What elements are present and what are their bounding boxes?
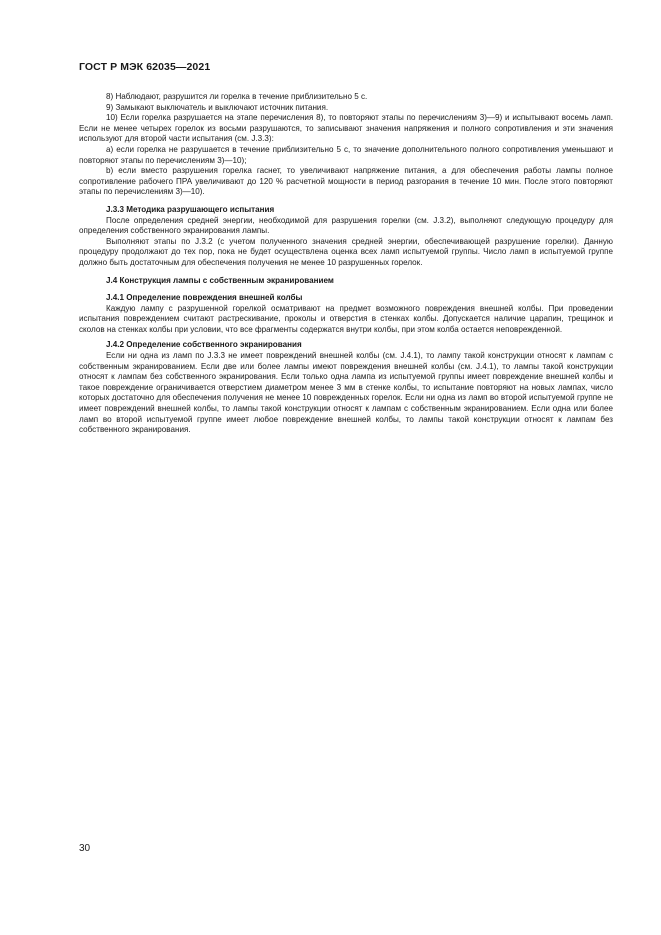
section-heading: J.4.1 Определение повреждения внешней колбы xyxy=(106,293,303,303)
list-item: 8) Наблюдают, разрушится ли горелка в течение приблизительно 5 с. xyxy=(106,92,368,101)
paragraph: Если ни одна из ламп по J.3.3 не имеет повреждений внешней колбы (см. J.4.1), то лампу такой конструкции относят к лампам с собственным экранированием. Если две или более лампы имеют повреждения внешней колбы (см. J.4.1), то лампы такой конструкции относят к лампам без собственного экранирования. Если только одна лампа из испытуемой группы имеет повреждение внешней колбы и такое повреждение ограничивается отверстием диаметром менее 3 мм в стенке колбы, то испытание повторяют на новых лампах, число которых достаточно для обеспечения получения не менее 10 поврежденных горелок. Если ни одна из ламп во второй испытуемой группе не имеет повреждений внешней колбы, то лампы такой конструкции относят к лампам с собственным экранированием. Если одна или более ламп во второй испытуемой группе имеет любое повреждение внешней колбы, то лампы такой конструкции относят к лампам без собственного экранирования. xyxy=(79,351,613,435)
section-heading: J.4.2 Определение собственного экранирования xyxy=(106,340,302,350)
list-item: a) если горелка не разрушается в течение приблизительно 5 с, то значение дополнительного полного сопротивления уменьшают и повторяют этапы по перечислениям 3)—10); xyxy=(79,144,613,165)
section-heading: J.3.3 Методика разрушающего испытания xyxy=(106,204,275,214)
document-header: ГОСТ Р МЭК 62035—2021 xyxy=(79,61,211,73)
list-item: b) если вместо разрушения горелка гаснет, то увеличивают напряжение питания, а для обеспечения работы лампы полное сопротивление рабочего ПРА увеличивают до 120 % расчетной мощности в период разгорания в течение 10 мин. После этого повторяют этапы по перечислениям 3)—10). xyxy=(79,166,613,197)
page-number: 30 xyxy=(79,843,91,854)
document-body xyxy=(79,92,613,436)
paragraph: Выполняют этапы по J.3.2 (с учетом полученного значения средней энергии, обеспечивающей разрушение горелки). Данную процедуру продолжают до тех пор, пока не будет осуществлена оценка всех ламп испытуемой группы. Число ламп в испытуемой группе должно быть достаточным для обеспечения получения не менее 10 разрушенных горелок. xyxy=(79,236,613,267)
paragraph: После определения средней энергии, необходимой для разрушения горелки (см. J.3.2), выполняют следующую процедуру для определения собственного экранирования лампы. xyxy=(79,215,613,236)
paragraph: Каждую лампу с разрушенной горелкой осматривают на предмет возможного повреждения внешней колбы. При проведении испытания повреждением считают растрескивание, проколы и отверстия в стенках колбы. Допускается наличие царапин, трещинок и сколов на стенках колбы при условии, что все фрагменты содержатся внутри колбы, при этом колба остается неповрежденной. xyxy=(79,303,613,334)
list-item: 10) Если горелка разрушается на этапе перечисления 8), то повторяют этапы по перечислениям 3)—9) и испытывают восемь ламп. Если не менее четырех горелок из восьми разрушаются, то записывают значения напряжения и полного сопротивления и эти значения используют для второй части испытания (см. J.3.3): xyxy=(79,113,613,144)
section-heading: J.4 Конструкция лампы с собственным экранированием xyxy=(106,275,334,285)
list-item: 9) Замыкают выключатель и выключают источник питания. xyxy=(106,102,329,112)
